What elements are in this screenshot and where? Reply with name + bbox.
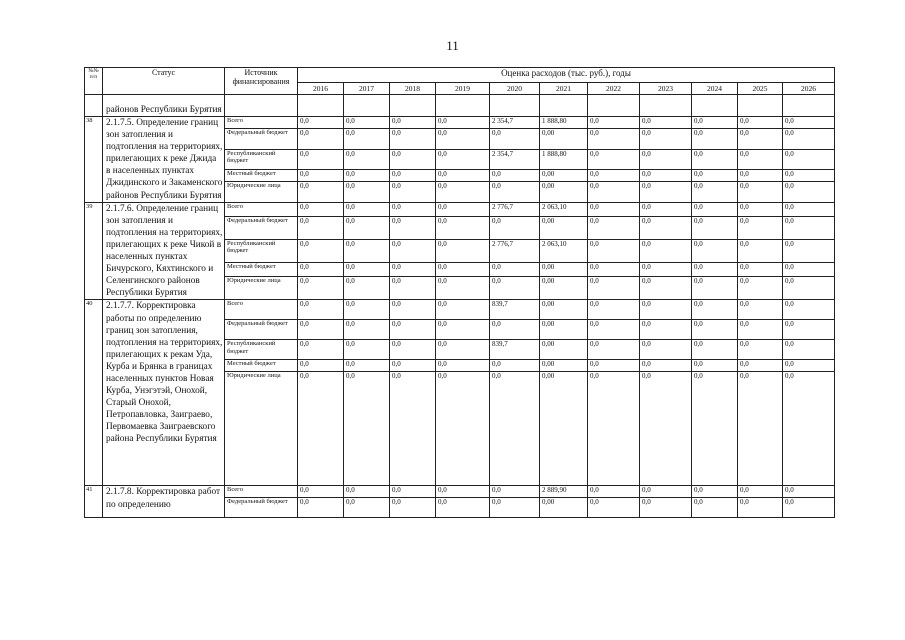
value-cell: 0,0 [298,320,344,340]
value-cell: 0,0 [692,202,738,216]
value-cell: 0,0 [390,170,436,182]
value-cell: 0,0 [344,320,390,340]
value-cell: 0,0 [490,498,540,518]
value-cell: 0,0 [298,149,344,169]
status-cell: районов Республики Бурятия [103,95,225,117]
value-cell: 1 888,80 [540,149,588,169]
value-cell: 0,0 [436,216,490,239]
value-cell: 0,0 [588,320,640,340]
value-cell: 0,0 [344,486,390,498]
value-cell: 0,0 [692,320,738,340]
value-cell: 2 776,7 [490,239,540,262]
value-cell: 0,0 [738,170,783,182]
value-cell: 0,0 [298,372,344,486]
value-cell: 0,0 [640,372,692,486]
value-cell: 0,00 [540,216,588,239]
header-source: Источник финансирования [225,68,298,95]
value-cell: 0,0 [390,239,436,262]
value-cell: 2 063,10 [540,239,588,262]
value-cell: 0,0 [588,216,640,239]
value-cell: 0,0 [344,129,390,149]
value-cell: 0,0 [344,202,390,216]
value-cell: 0,0 [436,300,490,320]
value-cell: 0,0 [490,360,540,372]
source-cell: Местный бюджет [225,360,298,372]
value-cell: 0,0 [588,117,640,129]
source-cell: Республиканский бюджет [225,239,298,262]
value-cell: 0,0 [783,170,835,182]
table-row [85,117,835,129]
value-cell: 0,0 [738,486,783,498]
value-cell: 0,0 [490,372,540,486]
value-cell: 0,0 [390,216,436,239]
value-cell: 0,0 [640,300,692,320]
source-cell: Всего [225,300,298,320]
table-row [85,202,835,216]
value-cell: 0,00 [540,340,588,360]
header-year: 2017 [344,83,390,95]
value-cell: 0,00 [540,129,588,149]
value-cell: 0,0 [692,498,738,518]
source-cell: Федеральный бюджет [225,498,298,518]
value-cell: 0,0 [692,277,738,300]
table-header [85,68,835,95]
value-cell: 0,0 [640,360,692,372]
value-cell: 0,0 [640,263,692,277]
value-cell: 0,0 [738,498,783,518]
value-cell: 0,0 [783,498,835,518]
source-cell: Юридические лица [225,372,298,486]
value-cell: 0,0 [588,149,640,169]
value-cell: 0,0 [783,340,835,360]
value-cell: 0,0 [436,372,490,486]
source-cell: Всего [225,117,298,129]
value-cell: 0,0 [640,498,692,518]
value-cell: 0,0 [390,300,436,320]
header-year: 2024 [692,83,738,95]
value-cell: 0,0 [490,170,540,182]
value-cell: 0,0 [588,300,640,320]
value-cell: 0,0 [436,498,490,518]
value-cell: 0,0 [640,277,692,300]
value-cell: 0,0 [390,486,436,498]
value-cell: 0,00 [540,300,588,320]
value-cell: 0,00 [540,182,588,202]
value-cell: 0,0 [738,360,783,372]
value-cell: 1 888,80 [540,117,588,129]
value-cell: 0,0 [640,239,692,262]
table-body [85,95,835,518]
source-cell: Юридические лица [225,277,298,300]
value-cell: 0,0 [783,360,835,372]
value-cell: 0,0 [783,372,835,486]
value-cell: 0,0 [738,340,783,360]
value-cell: 0,0 [436,149,490,169]
value-cell: 0,0 [390,340,436,360]
value-cell: 0,0 [298,216,344,239]
value-cell: 0,0 [390,149,436,169]
value-cell: 0,0 [640,340,692,360]
header-year: 2025 [738,83,783,95]
value-cell: 0,0 [640,129,692,149]
value-cell: 0,0 [298,300,344,320]
value-cell: 0,0 [436,202,490,216]
row-number: 40 [85,300,103,486]
value-cell: 0,0 [640,170,692,182]
value-cell: 0,0 [588,202,640,216]
value-cell: 0,0 [783,149,835,169]
value-cell: 2 354,7 [490,149,540,169]
value-cell: 0,0 [298,182,344,202]
value-cell: 0,0 [692,216,738,239]
value-cell: 0,0 [738,320,783,340]
source-cell: Всего [225,486,298,498]
value-cell: 2 776,7 [490,202,540,216]
value-cell: 0,0 [588,372,640,486]
value-cell: 0,0 [436,170,490,182]
header-no: №№ п/п [85,68,103,95]
value-cell: 0,0 [738,216,783,239]
page-number: 11 [446,38,459,53]
value-cell: 0,0 [692,300,738,320]
value-cell: 0,0 [783,202,835,216]
value-cell: 0,0 [783,486,835,498]
value-cell: 0,0 [692,360,738,372]
source-cell: Республиканский бюджет [225,149,298,169]
value-cell: 0,0 [436,277,490,300]
value-cell: 0,0 [738,149,783,169]
value-cell: 0,0 [298,340,344,360]
value-cell: 0,00 [540,320,588,340]
value-cell: 0,0 [738,300,783,320]
value-cell: 0,0 [738,182,783,202]
value-cell: 0,0 [490,320,540,340]
value-cell: 839,7 [490,300,540,320]
value-cell: 0,0 [692,129,738,149]
value-cell: 0,0 [298,360,344,372]
value-cell: 0,0 [692,170,738,182]
value-cell: 0,0 [344,239,390,262]
value-cell: 0,0 [390,129,436,149]
value-cell: 0,0 [436,117,490,129]
value-cell: 0,0 [588,182,640,202]
continuation-row [85,95,835,117]
value-cell: 0,0 [738,239,783,262]
expense-table [84,67,835,518]
value-cell: 0,0 [344,117,390,129]
value-cell: 0,0 [588,170,640,182]
status-cell: 2.1.7.7. Корректировка работы по определению границ зон затопления, подтопления на территориях, прилегающих к рекам Уда, Курба и Брянка в границах населенных пунктов Новая Курба, Унэгэтэй, Онохой, Старый Онохой, Петропавловка, Заиграево, Первомаевка Заиграевского района Республики Бурятия [103,300,225,486]
value-cell: 0,0 [640,117,692,129]
source-cell: Местный бюджет [225,170,298,182]
value-cell: 0,0 [640,182,692,202]
status-cell: 2.1.7.5. Определение границ зон затопления и подтопления на территориях, прилегающих к реке Джида в населенных пунктах Джидинского и Закаменского районов Республики Бурятия [103,117,225,203]
value-cell: 0,0 [390,320,436,340]
value-cell: 0,0 [344,277,390,300]
source-cell: Федеральный бюджет [225,129,298,149]
source-cell: Республиканский бюджет [225,340,298,360]
value-cell: 0,0 [783,300,835,320]
value-cell: 0,0 [344,170,390,182]
value-cell: 0,0 [344,149,390,169]
value-cell: 0,0 [344,300,390,320]
value-cell: 0,0 [588,340,640,360]
value-cell: 0,0 [298,170,344,182]
value-cell: 0,0 [490,263,540,277]
value-cell: 0,0 [588,129,640,149]
header-year: 2023 [640,83,692,95]
value-cell: 0,00 [540,263,588,277]
value-cell: 0,0 [390,202,436,216]
row-number: 39 [85,202,103,300]
value-cell: 0,0 [640,202,692,216]
value-cell: 0,0 [588,239,640,262]
value-cell: 0,0 [344,340,390,360]
value-cell: 0,0 [490,277,540,300]
value-cell: 0,0 [436,263,490,277]
table-row [85,300,835,320]
value-cell: 0,0 [692,263,738,277]
value-cell: 2 354,7 [490,117,540,129]
value-cell: 0,0 [390,263,436,277]
value-cell: 0,0 [490,486,540,498]
row-number: 41 [85,486,103,518]
header-year: 2016 [298,83,344,95]
header-estimate: Оценка расходов (тыс. руб.), годы [298,68,835,83]
value-cell: 0,0 [344,372,390,486]
value-cell: 0,0 [436,486,490,498]
value-cell: 0,0 [640,216,692,239]
source-cell: Федеральный бюджет [225,216,298,239]
value-cell: 0,0 [738,372,783,486]
value-cell: 0,0 [298,277,344,300]
value-cell: 0,0 [783,129,835,149]
value-cell: 0,00 [540,372,588,486]
value-cell: 0,0 [298,486,344,498]
value-cell: 0,0 [344,182,390,202]
value-cell: 0,00 [540,498,588,518]
value-cell: 0,0 [490,216,540,239]
value-cell: 0,0 [390,360,436,372]
value-cell: 0,0 [490,182,540,202]
value-cell: 0,0 [783,263,835,277]
value-cell: 0,00 [540,360,588,372]
row-number: 38 [85,117,103,203]
value-cell: 0,0 [783,182,835,202]
value-cell: 0,0 [692,340,738,360]
header-year: 2019 [436,83,490,95]
source-cell: Юридические лица [225,182,298,202]
value-cell: 0,0 [436,340,490,360]
header-year: 2018 [390,83,436,95]
value-cell: 0,0 [588,277,640,300]
value-cell: 0,0 [436,239,490,262]
value-cell: 0,0 [783,320,835,340]
value-cell: 0,0 [692,149,738,169]
value-cell: 0,0 [298,263,344,277]
value-cell: 0,0 [783,216,835,239]
value-cell: 0,0 [588,498,640,518]
value-cell: 0,0 [692,117,738,129]
value-cell: 0,0 [344,498,390,518]
value-cell: 0,0 [298,129,344,149]
value-cell: 0,0 [298,498,344,518]
source-cell: Федеральный бюджет [225,320,298,340]
value-cell: 0,0 [344,360,390,372]
value-cell: 0,0 [298,239,344,262]
value-cell: 0,0 [692,372,738,486]
value-cell: 0,0 [588,486,640,498]
value-cell: 0,0 [588,360,640,372]
header-year: 2020 [490,83,540,95]
source-cell [225,95,298,117]
value-cell: 2 063,10 [540,202,588,216]
value-cell: 0,0 [738,129,783,149]
value-cell: 0,0 [783,239,835,262]
value-cell: 0,0 [738,202,783,216]
value-cell: 0,0 [783,117,835,129]
value-cell: 0,00 [540,277,588,300]
value-cell: 0,0 [436,320,490,340]
value-cell: 0,0 [436,360,490,372]
header-status: Статус [103,68,225,95]
value-cell: 0,0 [738,277,783,300]
cell-no [85,95,103,117]
value-cell: 0,0 [692,239,738,262]
source-cell: Местный бюджет [225,263,298,277]
header-year: 2022 [588,83,640,95]
table-row [85,486,835,498]
value-cell: 0,0 [588,263,640,277]
value-cell: 0,0 [298,117,344,129]
value-cell: 0,0 [436,182,490,202]
value-cell: 0,0 [490,129,540,149]
value-cell: 0,0 [344,216,390,239]
value-cell: 839,7 [490,340,540,360]
value-cell: 0,0 [390,277,436,300]
value-cell: 2 889,90 [540,486,588,498]
value-cell: 0,0 [390,498,436,518]
value-cell: 0,0 [640,320,692,340]
header-year: 2026 [783,83,835,95]
source-cell: Всего [225,202,298,216]
value-cell: 0,0 [298,202,344,216]
value-cell: 0,00 [540,170,588,182]
status-cell: 2.1.7.8. Корректировка работ по определению [103,486,225,518]
value-cell: 0,0 [738,117,783,129]
header-year: 2021 [540,83,588,95]
value-cell: 0,0 [640,486,692,498]
value-cell: 0,0 [738,263,783,277]
value-cell: 0,0 [390,182,436,202]
value-cell: 0,0 [692,182,738,202]
value-cell: 0,0 [344,263,390,277]
status-cell: 2.1.7.6. Определение границ зон затопления и подтопления на территориях, прилегающих к реке Чикой в населенных пунктах Бичурского, Кяхтинского и Селенгинского районов Республики Бурятия [103,202,225,300]
value-cell: 0,0 [390,117,436,129]
value-cell: 0,0 [640,149,692,169]
value-cell: 0,0 [390,372,436,486]
value-cell: 0,0 [692,486,738,498]
value-cell: 0,0 [783,277,835,300]
value-cell: 0,0 [436,129,490,149]
